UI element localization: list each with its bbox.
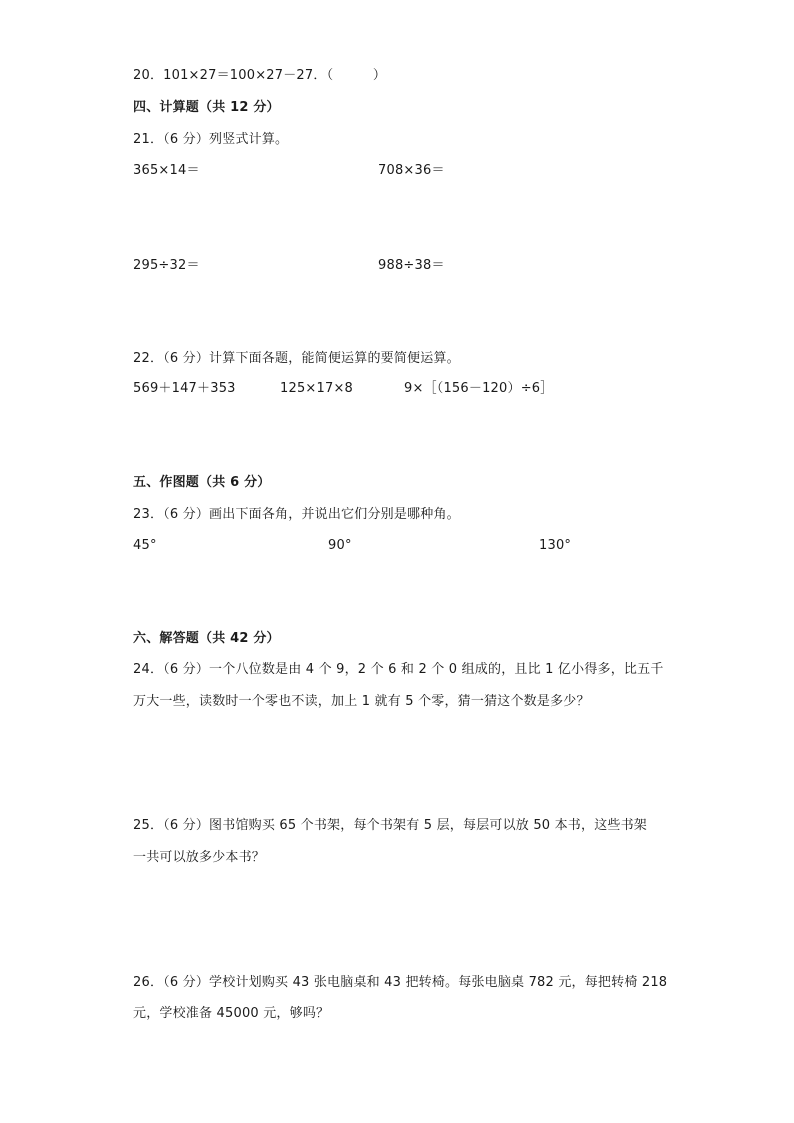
question-22-prompt: 22．（6 分）计算下面各题，能简便运算的要简便运算。 (133, 351, 460, 366)
question-21-prompt: 21．（6 分）列竖式计算。 (133, 132, 289, 147)
section-5-title: 五、作图题（共 6 分） (133, 475, 271, 490)
question-21-item-2: 708×36＝ (378, 163, 445, 178)
angle-45: 45° (133, 538, 157, 553)
question-24-line-2: 万大一些，读数时一个零也不读，加上 1 就有 5 个零，猜一猜这个数是多少？ (133, 694, 590, 709)
question-23-prompt: 23．（6 分）画出下面各角，并说出它们分别是哪种角。 (133, 507, 460, 522)
angle-90: 90° (328, 538, 352, 553)
question-24-line-1: 24．（6 分）一个八位数是由 4 个 9，2 个 6 和 2 个 0 组成的，且比 1 亿小得多，比五千 (133, 662, 664, 677)
question-21-item-4: 988÷38＝ (378, 258, 445, 273)
question-25-line-2: 一共可以放多少本书？ (133, 850, 266, 865)
question-26-line-2: 元，学校准备 45000 元，够吗？ (133, 1006, 330, 1021)
question-21-item-3: 295÷32＝ (133, 258, 200, 273)
question-25-line-1: 25．（6 分）图书馆购买 65 个书架，每个书架有 5 层，每层可以放 50 本书，这些书架 (133, 818, 647, 833)
angle-130: 130° (539, 538, 572, 553)
question-20: 20．101×27＝100×27－27．（ ） (133, 68, 387, 83)
section-4-title: 四、计算题（共 12 分） (133, 100, 280, 115)
question-22-item-3: 9×［（156－120）÷6］ (404, 381, 554, 396)
question-22-item-1: 569＋147＋353 (133, 381, 236, 396)
question-21-item-1: 365×14＝ (133, 163, 200, 178)
section-6-title: 六、解答题（共 42 分） (133, 631, 280, 646)
question-26-line-1: 26．（6 分）学校计划购买 43 张电脑桌和 43 把转椅。每张电脑桌 782 元，每把转椅 218 (133, 975, 668, 990)
question-22-item-2: 125×17×8 (280, 381, 354, 396)
